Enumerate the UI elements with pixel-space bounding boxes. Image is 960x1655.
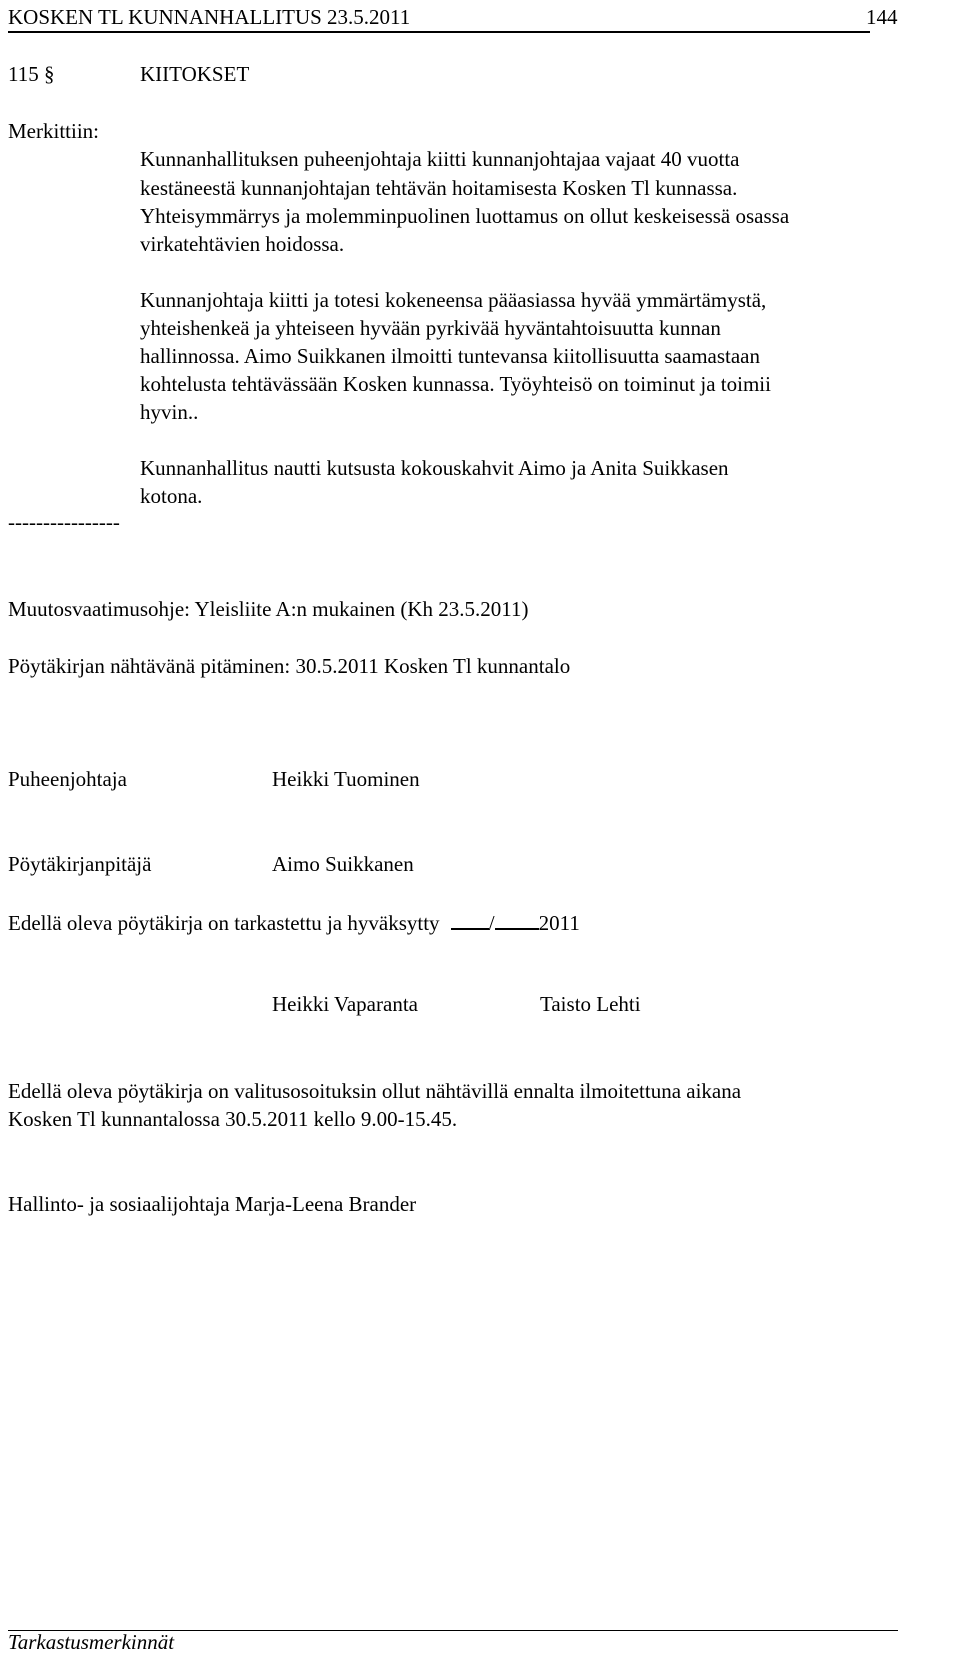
date-slash: / xyxy=(488,911,495,935)
document-header-title: KOSKEN TL KUNNANHALLITUS 23.5.2011 xyxy=(8,5,411,29)
dashed-separator: ---------------- xyxy=(8,510,120,534)
inspector-name-1: Heikki Vaparanta xyxy=(272,992,418,1016)
inspector-name-2: Taisto Lehti xyxy=(540,992,641,1016)
paragraph-line: virkatehtävien hoidossa. xyxy=(140,232,345,256)
paragraph-line: Kunnanhallituksen puheenjohtaja kiitti kunnanjohtajaa vajaat 40 vuotta xyxy=(140,147,740,171)
paragraph-line: yhteishenkeä ja yhteiseen hyvään pyrkivää hyväntahtoisuutta kunnan xyxy=(140,316,721,340)
public-notice-line: Kosken Tl kunnantalossa 30.5.2011 kello 9.00-15.45. xyxy=(8,1107,458,1131)
day-blank xyxy=(451,908,489,930)
paragraph-line: kestäneestä kunnanjohtajan tehtävän hoitamisesta Kosken Tl kunnassa. xyxy=(140,176,738,200)
public-notice-line: Edellä oleva pöytäkirja on valitusosoituksin ollut nähtävillä ennalta ilmoitettuna aikana xyxy=(8,1079,742,1103)
chair-role: Puheenjohtaja xyxy=(8,767,127,791)
merkittiin-label: Merkittiin: xyxy=(8,119,99,143)
paragraph-line: Yhteisymmärrys ja molemminpuolinen luottamus on ollut keskeisessä osassa xyxy=(140,204,790,228)
paragraph-line: kotona. xyxy=(140,484,203,508)
appeal-instructions: Muutosvaatimusohje: Yleisliite A:n mukainen (Kh 23.5.2011) xyxy=(8,597,529,621)
paragraph-line: kohtelusta tehtävässään Kosken kunnassa. Työyhteisö on toiminut ja toimii xyxy=(140,372,771,396)
secretary-name: Aimo Suikkanen xyxy=(272,852,414,876)
secretary-role: Pöytäkirjanpitäjä xyxy=(8,852,152,876)
section-number: 115 § xyxy=(8,62,55,86)
month-blank xyxy=(495,908,539,930)
minutes-display-notice: Pöytäkirjan nähtävänä pitäminen: 30.5.2011 Kosken Tl kunnantalo xyxy=(8,654,571,678)
paragraph-line: hallinnossa. Aimo Suikkanen ilmoitti tuntevansa kiitollisuutta saamastaan xyxy=(140,344,761,368)
official-signature-line: Hallinto- ja sosiaalijohtaja Marja-Leena Brander xyxy=(8,1192,417,1216)
footer-label: Tarkastusmerkinnät xyxy=(8,1630,175,1654)
paragraph-line: Kunnanhallitus nautti kutsusta kokouskahvit Aimo ja Anita Suikkasen xyxy=(140,456,729,480)
approval-statement xyxy=(8,908,580,938)
chair-name: Heikki Tuominen xyxy=(272,767,420,791)
paragraph-line: hyvin.. xyxy=(140,400,199,424)
approval-year: 2011 xyxy=(538,911,580,935)
section-title: KIITOKSET xyxy=(140,62,250,86)
header-rule xyxy=(8,31,870,33)
approval-text: Edellä oleva pöytäkirja on tarkastettu ja hyväksytty xyxy=(8,911,440,935)
page-number: 144 xyxy=(866,5,898,29)
paragraph-line: Kunnanjohtaja kiitti ja totesi kokeneensa pääasiassa hyvää ymmärtämystä, xyxy=(140,288,767,312)
